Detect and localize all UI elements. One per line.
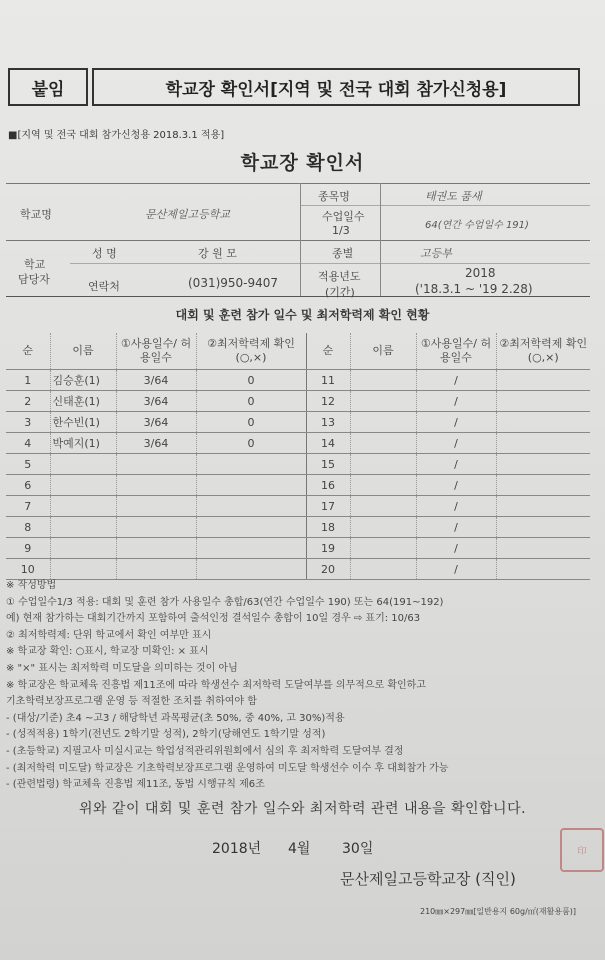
date-month: 4월: [288, 841, 311, 857]
row-academic: [496, 475, 590, 496]
row-days: [116, 496, 196, 517]
row-no: 16: [306, 475, 350, 496]
table-row: [6, 496, 590, 517]
instruction-line: ※ 작성방법: [6, 580, 57, 591]
table-row: [6, 391, 590, 412]
header-no: 순: [6, 333, 50, 370]
row-name: [50, 559, 116, 580]
school-label: 학교명: [20, 208, 52, 221]
row-no: 13: [306, 412, 350, 433]
principal-signature: 문산제일고등학교장 (직인): [340, 870, 516, 888]
row-academic: [196, 517, 306, 538]
row-academic: [496, 517, 590, 538]
row-no: 19: [306, 538, 350, 559]
contact-label: 연락처: [88, 280, 120, 293]
contact-value: (031)950-9407: [188, 276, 279, 290]
row-academic: [496, 538, 590, 559]
row-academic: [196, 475, 306, 496]
row-academic: 0: [196, 391, 306, 412]
row-days: /: [416, 391, 496, 412]
row-name: [350, 412, 416, 433]
row-academic: [496, 559, 590, 580]
row-name: [50, 538, 116, 559]
instruction-line: - (관련법령) 학교체육 진흥법 제11조, 동법 시행규칙 제6조: [6, 779, 265, 791]
header-days: ①사용일수/ 허용일수: [416, 333, 496, 370]
row-days: /: [416, 454, 496, 475]
manager-label-2: 담당자: [18, 273, 50, 286]
row-no: 4: [6, 433, 50, 454]
table-header-row: [6, 333, 590, 370]
row-no: 14: [306, 433, 350, 454]
row-days: /: [416, 559, 496, 580]
info-top-rule: [6, 183, 590, 184]
instruction-line: - (성적적용) 1학기(전년도 2학기말 성적), 2학기(당해연도 1학기말 성적): [6, 729, 326, 741]
instruction-line: ② 최저학력제: 단위 학교에서 확인 여부만 표시: [6, 629, 212, 641]
row-name: [50, 517, 116, 538]
row-no: 6: [6, 475, 50, 496]
row-days: [116, 454, 196, 475]
event-label: 종목명: [318, 190, 350, 203]
row-name: 신태훈(1): [50, 391, 116, 412]
row-days: [116, 538, 196, 559]
row-no: 17: [306, 496, 350, 517]
paper-spec-footer: 210㎜×297㎜[일반용지 60g/㎡(재활용품)]: [420, 907, 577, 916]
manager-label: 학교: [24, 258, 46, 271]
row-no: 2: [6, 391, 50, 412]
row-no: 15: [306, 454, 350, 475]
table-row: [6, 433, 590, 454]
header-no: 순: [306, 333, 350, 370]
row-days: /: [416, 496, 496, 517]
instruction-line: ① 수업일수1/3 적용: 대회 및 훈련 참가 사용일수 총합/63(연간 수업일수 190) 또는 64(191~192): [6, 596, 444, 608]
row-no: 7: [6, 496, 50, 517]
row-name: [350, 475, 416, 496]
table-row: [6, 370, 590, 391]
row-no: 5: [6, 454, 50, 475]
row-no: 20: [306, 559, 350, 580]
info-mid-rule: [6, 240, 590, 241]
row-name: [350, 454, 416, 475]
row-academic: [196, 496, 306, 517]
row-name: [350, 517, 416, 538]
row-no: 11: [306, 370, 350, 391]
info-divider: [300, 183, 301, 296]
header-days: ①사용일수/ 허용일수: [116, 333, 196, 370]
table-row: [6, 412, 590, 433]
header-name: 이름: [350, 333, 416, 370]
row-name: [50, 475, 116, 496]
row-no: 10: [6, 559, 50, 580]
table-row: [6, 559, 590, 580]
table-row: [6, 538, 590, 559]
days-value: 64(연간 수업일수 191): [425, 220, 529, 231]
section-title: 대회 및 훈련 참가 일수 및 최저학력제 확인 현황: [175, 308, 430, 322]
row-days: /: [416, 538, 496, 559]
row-days: /: [416, 370, 496, 391]
row-name: [350, 538, 416, 559]
row-academic: [496, 391, 590, 412]
row-no: 1: [6, 370, 50, 391]
row-days: /: [416, 412, 496, 433]
confirmation-statement: 위와 같이 대회 및 훈련 참가 일수와 최저학력 관련 내용을 확인합니다.: [78, 801, 527, 817]
row-academic: [196, 454, 306, 475]
header-name: 이름: [50, 333, 116, 370]
info-bottom-rule: [6, 296, 590, 297]
row-name: 한수빈(1): [50, 412, 116, 433]
row-no: 18: [306, 517, 350, 538]
row-days: [116, 559, 196, 580]
date-year: 2018년: [212, 841, 262, 857]
category-value: 고등부: [420, 247, 452, 260]
instruction-line: - (초등학교) 지필고사 미실시교는 학업성적관리위원회에서 심의 후 최저학력 도달여부 결정: [6, 746, 404, 757]
header-academic: ②최저학력제 확인(○,×): [496, 333, 590, 370]
row-days: 3/64: [116, 391, 196, 412]
row-academic: 0: [196, 370, 306, 391]
row-no: 3: [6, 412, 50, 433]
row-academic: 0: [196, 433, 306, 454]
row-no: 9: [6, 538, 50, 559]
info-inner-rule-2: [70, 263, 590, 264]
row-name: 김승훈(1): [50, 370, 116, 391]
row-academic: [496, 370, 590, 391]
row-no: 8: [6, 517, 50, 538]
row-days: /: [416, 433, 496, 454]
event-value: 태권도 품새: [425, 190, 482, 203]
row-name: [350, 433, 416, 454]
row-days: /: [416, 517, 496, 538]
row-days: [116, 475, 196, 496]
category-label: 종별: [332, 247, 354, 260]
table-row: [6, 475, 590, 496]
instruction-line: ※ 학교장은 학교체육 진흥법 제11조에 따라 학생선수 최저학력 도달여부를 의무적으로 확인하고: [6, 679, 426, 691]
row-academic: [496, 496, 590, 517]
row-days: 3/64: [116, 433, 196, 454]
row-academic: 0: [196, 412, 306, 433]
info-inner-rule: [300, 205, 590, 206]
year-label: 적용년도: [318, 270, 361, 283]
instruction-line: - (대상/기준) 초4 ~고3 / 해당학년 과목평균(초 50%, 중 40%, 고 30%)적용: [6, 712, 345, 724]
school-value: 문산제일고등학교: [145, 208, 231, 221]
document-title: 학교장 확인서: [240, 152, 365, 174]
instruction-line: - (최저학력 미도달) 학교장은 기초학력보장프로그램 운영하여 미도달 학생선수 이수 후 대회참가 가능: [6, 762, 449, 774]
instruction-line: 기초학력보장프로그램 운영 등 적절한 조치를 취하여야 함: [6, 696, 257, 708]
row-academic: [496, 454, 590, 475]
table-row: [6, 517, 590, 538]
row-name: 박예지(1): [50, 433, 116, 454]
date-day: 30일: [342, 841, 374, 857]
row-academic: [496, 433, 590, 454]
row-name: [50, 496, 116, 517]
row-name: [350, 559, 416, 580]
table-row: [6, 454, 590, 475]
year-label-period: (기간): [325, 286, 355, 299]
header-academic: ②최저학력제 확인(○,×): [196, 333, 306, 370]
official-seal: 印: [560, 828, 604, 872]
row-days: /: [416, 475, 496, 496]
document-header-title: 학교장 확인서[지역 및 전국 대회 참가신청용]: [92, 68, 580, 106]
row-academic: [196, 559, 306, 580]
applicability-line: ■[지역 및 전국 대회 참가신청용 2018.3.1 적용]: [8, 130, 225, 141]
row-days: 3/64: [116, 412, 196, 433]
row-days: 3/64: [116, 370, 196, 391]
instruction-line: ※ 학교장 확인: ○표시, 학교장 미확인: × 표시: [6, 646, 209, 658]
row-no: 12: [306, 391, 350, 412]
attachment-tag: 붙임: [8, 68, 88, 106]
row-name: [350, 391, 416, 412]
row-academic: [496, 412, 590, 433]
row-name: [350, 370, 416, 391]
days-label-fraction: 1/3: [332, 224, 350, 237]
year-value: 2018: [465, 266, 496, 280]
row-name: [350, 496, 416, 517]
participants-table: [6, 333, 590, 580]
row-days: [116, 517, 196, 538]
instruction-line: 예) 현재 참가하는 대회기간까지 포함하여 출석인정 결석일수 총합이 10일 경우 ⇨ 표기: 10/63: [6, 613, 421, 625]
instruction-line: ※ "×" 표시는 최저학력 미도달을 의미하는 것이 아님: [6, 663, 238, 674]
info-divider-2: [380, 183, 381, 296]
row-academic: [196, 538, 306, 559]
days-label: 수업일수: [322, 210, 365, 223]
period-value: ('18.3.1 ~ '19 2.28): [415, 282, 533, 296]
row-name: [50, 454, 116, 475]
name-label: 성 명: [92, 247, 117, 260]
name-value: 강 원 모: [198, 247, 237, 260]
